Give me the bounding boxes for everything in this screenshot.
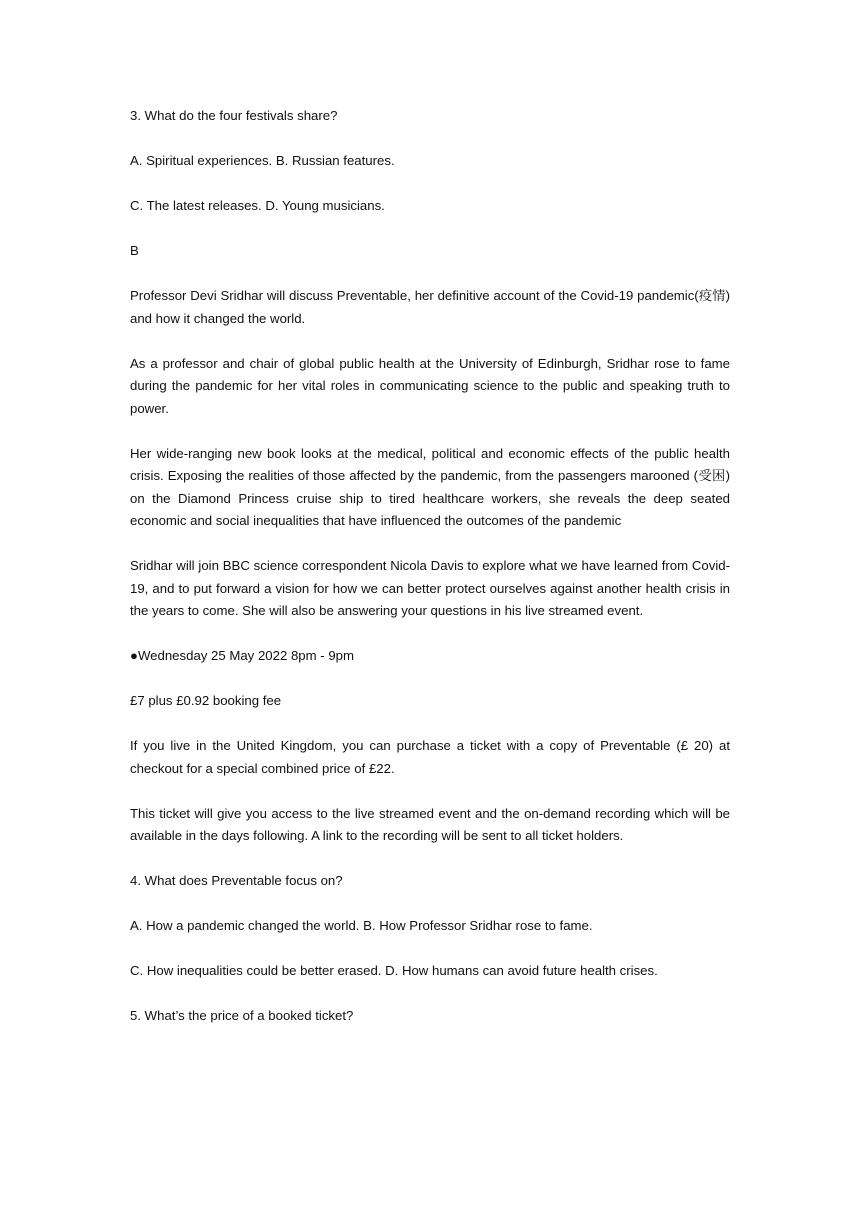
question-3-options-ab: A. Spiritual experiences. B. Russian features. — [130, 153, 395, 168]
question-3: 3. What do the four festivals share? — [130, 108, 338, 123]
paragraph-background: As a professor and chair of global public health at the University of Edinburgh, Sridhar rose to fame during the pandemic for her vital roles in communicating science to the public and speaking truth to power. — [130, 355, 730, 416]
paragraph-ticket-access: This ticket will give you access to the live streamed event and the on-demand recording which will be available in the days following. A link to the recording will be sent to all ticket holders. — [130, 805, 730, 843]
question-4-options-ab: A. How a pandemic changed the world. B. How Professor Sridhar rose to fame. — [130, 918, 593, 933]
section-label: B — [130, 243, 139, 258]
question-3-options-cd: C. The latest releases. D. Young musicians. — [130, 198, 385, 213]
document-page — [130, 105, 730, 1050]
paragraph-event: Sridhar will join BBC science correspondent Nicola Davis to explore what we have learned from Covid-19, and to put forward a vision for how we can better protect ourselves against another health crisis in the years to come. She will also be answering your questions in his live streamed event. — [130, 558, 730, 618]
paragraph-ticket-offer: If you live in the United Kingdom, you can purchase a ticket with a copy of Preventable (£ 20) at checkout for a special combined price of £22. — [130, 738, 730, 776]
paragraph-intro: Professor Devi Sridhar will discuss Preventable, her definitive account of the Covid-19 pandemic(疫情) and how it changed the world. — [130, 288, 730, 326]
question-5: 5. What’s the price of a booked ticket? — [130, 1008, 354, 1023]
event-date: ●Wednesday 25 May 2022 8pm - 9pm — [130, 648, 354, 663]
event-price: £7 plus £0.92 booking fee — [130, 693, 282, 708]
question-4: 4. What does Preventable focus on? — [130, 873, 343, 888]
question-4-options-cd: C. How inequalities could be better erased. D. How humans can avoid future health crises. — [130, 963, 658, 978]
paragraph-book: Her wide-ranging new book looks at the medical, political and economic effects of the public health crisis. Exposing the realities of those affected by the pandemic, from the passengers marooned (受困) on the Diamond Princess cruise ship to tired healthcare workers, she reveals the deep seated economic and social inequalities that have influenced the outcomes of the pandemic — [130, 445, 730, 528]
